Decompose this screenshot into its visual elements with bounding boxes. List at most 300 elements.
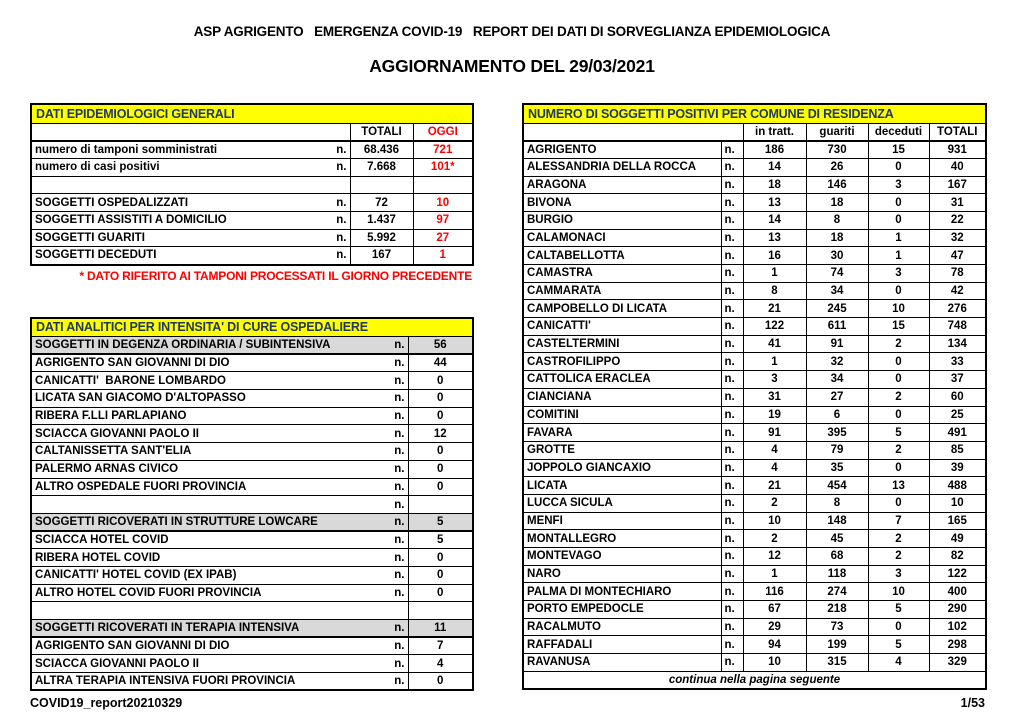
deceduti-value: 2 <box>868 388 929 406</box>
deceduti-column-header: deceduti <box>868 123 929 141</box>
comune-name: ARAGONA <box>523 176 721 194</box>
comune-name: CIANCIANA <box>523 388 721 406</box>
in-tratt-value: 1 <box>743 353 806 371</box>
count-value: 0 <box>408 372 473 390</box>
comune-row <box>523 247 986 265</box>
in-tratt-value: 10 <box>743 512 806 530</box>
deceduti-value: 13 <box>868 477 929 495</box>
comune-name: CAMASTRA <box>523 265 721 283</box>
totali-value: 25 <box>929 406 986 424</box>
report-subtitle: AGGIORNAMENTO DEL 29/03/2021 <box>369 56 655 76</box>
unit-label: n. <box>721 441 743 459</box>
unit-label: n. <box>394 657 405 670</box>
totali-value: 7.668 <box>350 158 413 176</box>
comune-name: COMITINI <box>523 406 721 424</box>
deceduti-value: 0 <box>868 618 929 636</box>
in-tratt-value: 41 <box>743 335 806 353</box>
comune-name: CATTOLICA ERACLEA <box>523 371 721 389</box>
unit-label: n. <box>721 406 743 424</box>
row-label-cell <box>31 531 408 549</box>
comune-row <box>523 441 986 459</box>
count-value: 0 <box>408 566 473 584</box>
count-value: 4 <box>408 655 473 673</box>
comune-row <box>523 194 986 212</box>
comune-row <box>523 548 986 566</box>
row-label: RIBERA F.LLI PARLAPIANO <box>35 410 187 423</box>
deceduti-value: 2 <box>868 530 929 548</box>
guariti-value: 74 <box>806 265 868 283</box>
in-tratt-value: 67 <box>743 601 806 619</box>
guariti-value: 35 <box>806 459 868 477</box>
comuni-table-title: NUMERO DI SOGGETTI POSITIVI PER COMUNE DI RESIDENZA <box>523 104 986 123</box>
unit-label: n. <box>721 548 743 566</box>
comune-name: ALESSANDRIA DELLA ROCCA <box>523 158 721 176</box>
hospital-table-row <box>31 620 473 638</box>
count-value: 12 <box>408 425 473 443</box>
oggi-value <box>413 176 473 194</box>
general-table-row <box>31 229 473 247</box>
tamponi-note: * DATO RIFERITO AI TAMPONI PROCESSATI IL GIORNO PRECEDENTE <box>79 268 472 283</box>
deceduti-value: 0 <box>868 459 929 477</box>
unit-label: n. <box>394 586 405 599</box>
hospital-table-row <box>31 513 473 531</box>
guariti-column-header: guariti <box>806 123 868 141</box>
comune-row <box>523 335 986 353</box>
guariti-value: 26 <box>806 158 868 176</box>
row-label-cell <box>31 443 408 461</box>
unit-label: n. <box>721 211 743 229</box>
count-value: 0 <box>408 390 473 408</box>
totali-value: 122 <box>929 565 986 583</box>
general-table-title: DATI EPIDEMIOLOGICI GENERALI <box>31 104 473 123</box>
row-label-cell <box>31 141 350 159</box>
totali-value: 85 <box>929 441 986 459</box>
guariti-value: 8 <box>806 211 868 229</box>
general-table-row <box>31 158 473 176</box>
comune-row <box>523 265 986 283</box>
hospital-table-title: DATI ANALITICI PER INTENSITA' DI CURE OSPEDALIERE <box>31 318 473 337</box>
totali-value: 748 <box>929 318 986 336</box>
comune-name: AGRIGENTO <box>523 141 721 159</box>
guariti-value: 395 <box>806 424 868 442</box>
row-label: SOGGETTI RICOVERATI IN TERAPIA INTENSIVA <box>35 622 300 635</box>
totali-value: 72 <box>350 194 413 212</box>
comune-row <box>523 282 986 300</box>
deceduti-value: 0 <box>868 406 929 424</box>
unit-label: n. <box>721 512 743 530</box>
hospital-table-row <box>31 337 473 355</box>
deceduti-value: 0 <box>868 371 929 389</box>
comune-row <box>523 229 986 247</box>
deceduti-value: 10 <box>868 300 929 318</box>
unit-label: n. <box>721 565 743 583</box>
comune-name: LUCCA SICULA <box>523 494 721 512</box>
comuni-table-header-row <box>523 123 986 141</box>
row-label-cell <box>31 176 350 194</box>
deceduti-value: 0 <box>868 282 929 300</box>
comune-row <box>523 353 986 371</box>
guariti-value: 18 <box>806 194 868 212</box>
unit-label: n. <box>394 463 405 476</box>
comune-name: MONTALLEGRO <box>523 530 721 548</box>
totali-value: 165 <box>929 512 986 530</box>
row-label-cell <box>31 229 350 247</box>
comune-row <box>523 176 986 194</box>
totali-value: 290 <box>929 601 986 619</box>
in-tratt-value: 19 <box>743 406 806 424</box>
comune-name: CALTABELLOTTA <box>523 247 721 265</box>
row-label: SOGGETTI RICOVERATI IN STRUTTURE LOWCARE <box>35 515 318 528</box>
totali-value: 31 <box>929 194 986 212</box>
unit-label: n. <box>721 636 743 654</box>
totali-value: 68.436 <box>350 141 413 159</box>
row-label: RIBERA HOTEL COVID <box>35 551 161 564</box>
hospital-table-row <box>31 496 473 514</box>
deceduti-value: 1 <box>868 247 929 265</box>
unit-label: n. <box>394 480 405 493</box>
unit-label: n. <box>721 265 743 283</box>
unit-label: n. <box>721 318 743 336</box>
hospital-table-row <box>31 407 473 425</box>
hospital-table-row <box>31 655 473 673</box>
guariti-value: 34 <box>806 282 868 300</box>
comune-row <box>523 211 986 229</box>
guariti-value: 18 <box>806 229 868 247</box>
unit-label: n. <box>394 551 405 564</box>
guariti-value: 218 <box>806 601 868 619</box>
comune-row <box>523 406 986 424</box>
comune-name: RACALMUTO <box>523 618 721 636</box>
row-label-cell <box>31 425 408 443</box>
comuni-table-footer-row <box>523 671 986 689</box>
unit-label: n. <box>721 618 743 636</box>
comune-name: CASTROFILIPPO <box>523 353 721 371</box>
comune-row <box>523 654 986 672</box>
totali-value: 491 <box>929 424 986 442</box>
totali-value: 40 <box>929 158 986 176</box>
hospital-table-row <box>31 354 473 372</box>
hospital-table-row <box>31 372 473 390</box>
comune-row <box>523 512 986 530</box>
row-label: ALTRO OSPEDALE FUORI PROVINCIA <box>35 480 247 493</box>
hospital-table-row <box>31 390 473 408</box>
totali-value: 167 <box>350 247 413 265</box>
unit-label: n. <box>336 143 347 156</box>
oggi-value: 1 <box>413 247 473 265</box>
comune-row <box>523 318 986 336</box>
comune-name: BIVONA <box>523 194 721 212</box>
totali-value: 10 <box>929 494 986 512</box>
row-label-cell <box>31 460 408 478</box>
count-value: 44 <box>408 354 473 372</box>
unit-label: n. <box>336 214 347 227</box>
oggi-value: 721 <box>413 141 473 159</box>
hospital-table-row <box>31 602 473 620</box>
row-label: SCIACCA GIOVANNI PAOLO II <box>35 657 199 670</box>
guariti-value: 30 <box>806 247 868 265</box>
deceduti-value: 0 <box>868 211 929 229</box>
unit-label: n. <box>721 494 743 512</box>
totali-value: 82 <box>929 548 986 566</box>
deceduti-value: 3 <box>868 265 929 283</box>
comune-name: JOPPOLO GIANCAXIO <box>523 459 721 477</box>
totali-value: 298 <box>929 636 986 654</box>
count-value <box>408 602 473 620</box>
in-tratt-value: 1 <box>743 265 806 283</box>
hospital-table-row <box>31 584 473 602</box>
count-value: 0 <box>408 443 473 461</box>
in-tratt-value: 18 <box>743 176 806 194</box>
row-label: CANICATTI' HOTEL COVID (EX IPAB) <box>35 569 237 582</box>
count-value: 0 <box>408 549 473 567</box>
comune-name: CAMMARATA <box>523 282 721 300</box>
deceduti-value: 0 <box>868 494 929 512</box>
in-tratt-value: 16 <box>743 247 806 265</box>
hospital-table-body <box>31 318 473 691</box>
unit-label: n. <box>394 445 405 458</box>
unit-label: n. <box>721 424 743 442</box>
hospital-table-row <box>31 425 473 443</box>
row-label: SCIACCA GIOVANNI PAOLO II <box>35 427 199 440</box>
row-label: AGRIGENTO SAN GIOVANNI DI DIO <box>35 640 230 653</box>
in-tratt-value: 91 <box>743 424 806 442</box>
guariti-value: 45 <box>806 530 868 548</box>
hospital-table-row <box>31 460 473 478</box>
deceduti-value: 10 <box>868 583 929 601</box>
general-table-row <box>31 141 473 159</box>
row-label-cell <box>31 602 408 620</box>
comune-row <box>523 141 986 159</box>
row-label: CALTANISSETTA SANT'ELIA <box>35 445 192 458</box>
guariti-value: 118 <box>806 565 868 583</box>
comuni-table <box>522 103 987 690</box>
count-value: 56 <box>408 337 473 355</box>
totali-value: 39 <box>929 459 986 477</box>
general-table-title-row <box>31 104 473 123</box>
row-label: SCIACCA HOTEL COVID <box>35 534 169 547</box>
unit-label: n. <box>394 357 405 370</box>
row-label: ALTRA TERAPIA INTENSIVA FUORI PROVINCIA <box>35 675 296 688</box>
row-label: AGRIGENTO SAN GIOVANNI DI DIO <box>35 357 230 370</box>
comune-name: NARO <box>523 565 721 583</box>
row-label-cell <box>31 655 408 673</box>
count-value: 0 <box>408 584 473 602</box>
hospital-table-row <box>31 531 473 549</box>
guariti-value: 91 <box>806 335 868 353</box>
unit-label: n. <box>721 335 743 353</box>
comune-row <box>523 371 986 389</box>
general-table-row <box>31 176 473 194</box>
in-tratt-value: 14 <box>743 211 806 229</box>
guariti-value: 6 <box>806 406 868 424</box>
hospital-table-row <box>31 443 473 461</box>
guariti-value: 148 <box>806 512 868 530</box>
guariti-value: 199 <box>806 636 868 654</box>
unit-label: n. <box>394 339 405 352</box>
oggi-column-header: OGGI <box>413 123 473 141</box>
totali-value <box>350 176 413 194</box>
row-label: PALERMO ARNAS CIVICO <box>35 463 179 476</box>
comune-row <box>523 636 986 654</box>
row-label-cell <box>31 390 408 408</box>
unit-label: n. <box>394 640 405 653</box>
row-label: SOGGETTI DECEDUTI <box>35 249 157 262</box>
unit-label: n. <box>721 371 743 389</box>
guariti-value: 8 <box>806 494 868 512</box>
row-label-cell <box>31 620 408 638</box>
row-label-cell <box>31 637 408 655</box>
guariti-value: 73 <box>806 618 868 636</box>
guariti-value: 34 <box>806 371 868 389</box>
left-column <box>30 103 472 691</box>
deceduti-value: 2 <box>868 548 929 566</box>
comune-row <box>523 300 986 318</box>
oggi-value: 101* <box>413 158 473 176</box>
deceduti-value: 0 <box>868 353 929 371</box>
totali-value: 329 <box>929 654 986 672</box>
comune-name: MENFI <box>523 512 721 530</box>
unit-label: n. <box>721 158 743 176</box>
unit-label: n. <box>394 569 405 582</box>
deceduti-value: 2 <box>868 441 929 459</box>
row-label-cell <box>31 584 408 602</box>
in-tratt-value: 13 <box>743 194 806 212</box>
guariti-value: 68 <box>806 548 868 566</box>
in-tratt-value: 29 <box>743 618 806 636</box>
general-table-row <box>31 211 473 229</box>
totali-value: 5.992 <box>350 229 413 247</box>
totali-value: 42 <box>929 282 986 300</box>
count-value: 0 <box>408 407 473 425</box>
count-value: 7 <box>408 637 473 655</box>
in-tratt-value: 2 <box>743 494 806 512</box>
comune-row <box>523 388 986 406</box>
deceduti-value: 5 <box>868 636 929 654</box>
deceduti-value: 0 <box>868 158 929 176</box>
comune-name: CALAMONACI <box>523 229 721 247</box>
comune-name: LICATA <box>523 477 721 495</box>
in-tratt-value: 1 <box>743 565 806 583</box>
row-label-cell <box>31 211 350 229</box>
unit-label: n. <box>721 459 743 477</box>
row-label-cell <box>31 566 408 584</box>
hospital-care-table <box>30 317 474 692</box>
guariti-value: 274 <box>806 583 868 601</box>
deceduti-value: 15 <box>868 141 929 159</box>
row-label: CANICATTI' BARONE LOMBARDO <box>35 374 226 387</box>
unit-label: n. <box>336 249 347 262</box>
unit-label: n. <box>721 247 743 265</box>
unit-label: n. <box>336 196 347 209</box>
totali-value: 134 <box>929 335 986 353</box>
row-label-cell <box>31 478 408 496</box>
unit-label: n. <box>394 534 405 547</box>
page-number: 1/53 <box>960 696 985 710</box>
unit-label: n. <box>721 353 743 371</box>
totali-value: 488 <box>929 477 986 495</box>
totali-column-header: TOTALI <box>929 123 986 141</box>
row-label: SOGGETTI ASSISTITI A DOMICILIO <box>35 214 227 227</box>
totali-value: 400 <box>929 583 986 601</box>
count-value: 11 <box>408 620 473 638</box>
totali-value: 47 <box>929 247 986 265</box>
comune-name: PORTO EMPEDOCLE <box>523 601 721 619</box>
count-value: 0 <box>408 673 473 691</box>
in-tratt-value: 14 <box>743 158 806 176</box>
continuation-note: continua nella pagina seguente <box>523 671 986 689</box>
row-label-cell <box>31 354 408 372</box>
row-label-cell <box>31 337 408 355</box>
in-tratt-value: 94 <box>743 636 806 654</box>
row-label-cell <box>31 372 408 390</box>
unit-label: n. <box>721 300 743 318</box>
hospital-table-row <box>31 566 473 584</box>
in-tratt-value: 116 <box>743 583 806 601</box>
oggi-value: 97 <box>413 211 473 229</box>
guariti-value: 245 <box>806 300 868 318</box>
comune-row <box>523 530 986 548</box>
unit-label: n. <box>394 410 405 423</box>
oggi-value: 10 <box>413 194 473 212</box>
row-label: numero di tamponi somministrati <box>35 143 218 156</box>
in-tratt-value: 4 <box>743 441 806 459</box>
comune-name: MONTEVAGO <box>523 548 721 566</box>
row-label: LICATA SAN GIACOMO D'ALTOPASSO <box>35 392 246 405</box>
oggi-value: 27 <box>413 229 473 247</box>
in-tratt-column-header: in tratt. <box>743 123 806 141</box>
row-label: SOGGETTI OSPEDALIZZATI <box>35 196 189 209</box>
unit-label: n. <box>394 392 405 405</box>
comune-name: FAVARA <box>523 424 721 442</box>
comune-name: PALMA DI MONTECHIARO <box>523 583 721 601</box>
guariti-value: 32 <box>806 353 868 371</box>
blank-header-cell <box>31 123 350 141</box>
totali-value: 37 <box>929 371 986 389</box>
comune-row <box>523 494 986 512</box>
row-label-cell <box>31 496 408 514</box>
totali-value: 276 <box>929 300 986 318</box>
unit-label: n. <box>721 601 743 619</box>
in-tratt-value: 186 <box>743 141 806 159</box>
unit-label: n. <box>721 194 743 212</box>
comune-name: RAVANUSA <box>523 654 721 672</box>
in-tratt-value: 31 <box>743 388 806 406</box>
row-label: SOGGETTI IN DEGENZA ORDINARIA / SUBINTENSIVA <box>35 339 331 352</box>
unit-label: n. <box>336 161 347 174</box>
right-column <box>522 103 985 690</box>
count-value: 0 <box>408 478 473 496</box>
comune-row <box>523 565 986 583</box>
row-label-cell <box>31 194 350 212</box>
row-label-cell <box>31 247 350 265</box>
in-tratt-value: 10 <box>743 654 806 672</box>
in-tratt-value: 3 <box>743 371 806 389</box>
unit-label: n. <box>394 622 405 635</box>
unit-label: n. <box>394 498 405 511</box>
in-tratt-value: 122 <box>743 318 806 336</box>
totali-value: 22 <box>929 211 986 229</box>
in-tratt-value: 13 <box>743 229 806 247</box>
comune-name: BURGIO <box>523 211 721 229</box>
totali-value: 32 <box>929 229 986 247</box>
unit-label: n. <box>336 231 347 244</box>
unit-label: n. <box>394 427 405 440</box>
guariti-value: 146 <box>806 176 868 194</box>
totali-value: 78 <box>929 265 986 283</box>
row-label-cell <box>31 673 408 691</box>
totali-value: 1.437 <box>350 211 413 229</box>
unit-label: n. <box>721 530 743 548</box>
